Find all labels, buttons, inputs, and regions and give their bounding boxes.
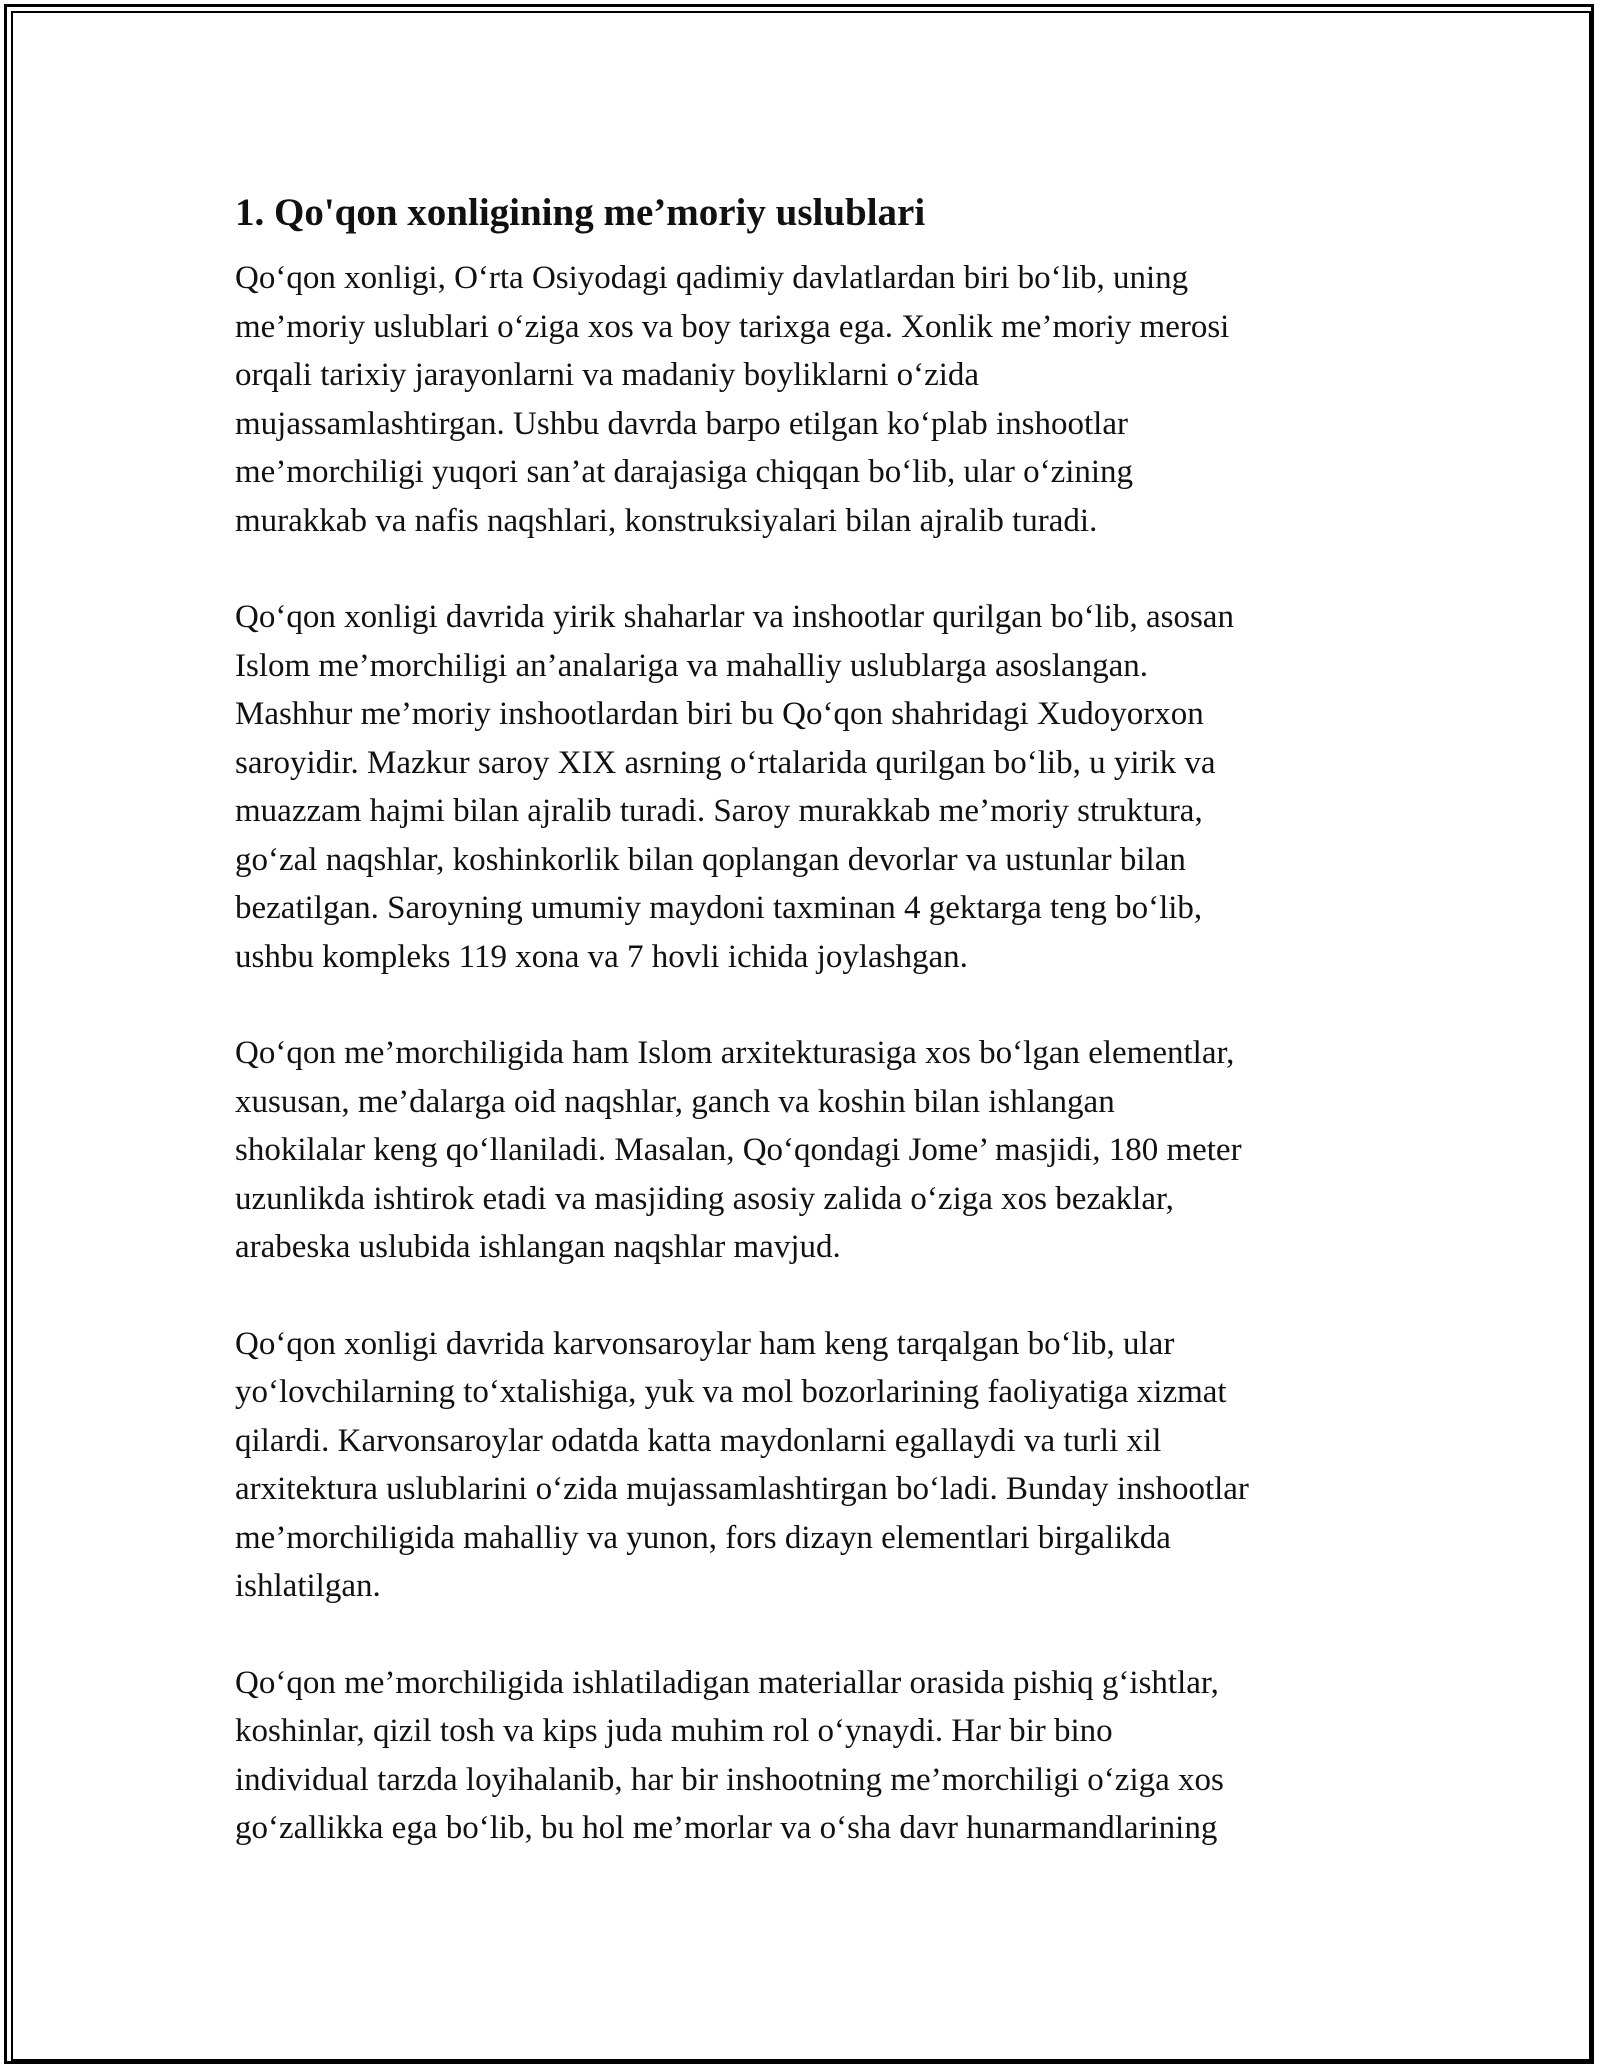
paragraph-line: Qo‘qon xonligi davrida yirik shaharlar va inshootlar qurilgan bo‘lib, asosan	[235, 599, 1234, 635]
paragraph	[235, 1320, 1375, 1611]
paragraph-line: arxitektura uslublarini o‘zida mujassamlashtirgan bo‘ladi. Bunday inshootlar	[235, 1471, 1249, 1507]
paragraph-line: Qo‘qon me’morchiligida ishlatiladigan materiallar orasida pishiq g‘ishtlar,	[235, 1664, 1219, 1701]
paragraph-line: Qo‘qon xonligi davrida karvonsaroylar ham keng tarqalgan bo‘lib, ular	[235, 1325, 1175, 1362]
paragraph-line: qilardi. Karvonsaroylar odatda katta maydonlarni egallaydi va turli xil	[235, 1422, 1162, 1459]
paragraph-line: me’moriy uslublari o‘ziga xos va boy tarixga ega. Xonlik me’moriy merosi	[235, 308, 1230, 345]
paragraph-line: xususan, me’dalarga oid naqshlar, ganch va koshin bilan ishlangan	[235, 1083, 1115, 1120]
paragraph-line: Qo‘qon me’morchiligida ham Islom arxitekturasiga xos bo‘lgan elementlar,	[235, 1035, 1235, 1071]
paragraph-line: murakkab va nafis naqshlari, konstruksiyalari bilan ajralib turadi.	[235, 502, 1098, 539]
paragraph-line: yo‘lovchilarning to‘xtalishiga, yuk va mol bozorlarining faoliyatiga xizmat	[235, 1374, 1227, 1410]
paragraph-line: muazzam hajmi bilan ajralib turadi. Saroy murakkab me’moriy struktura,	[235, 793, 1203, 829]
paragraph-line: me’morchiligi yuqori san’at darajasiga chiqqan bo‘lib, ular o‘zining	[235, 454, 1134, 490]
paragraph-line: shokilalar keng qo‘llaniladi. Masalan, Qo‘qondagi Jome’ masjidi, 180 meter	[235, 1132, 1242, 1168]
section-heading: 1. Qo'qon xonligining me’moriy uslublari	[235, 191, 926, 234]
paragraph-line: Islom me’morchiligi an’analariga va mahalliy uslublarga asoslangan.	[235, 647, 1149, 684]
paragraph-line: go‘zallikka ega bo‘lib, bu hol me’morlar va o‘sha davr hunarmandlarining	[235, 1810, 1218, 1846]
paragraph-line: arabeska uslubida ishlangan naqshlar mavjud.	[235, 1229, 841, 1265]
paragraph	[235, 593, 1375, 981]
paragraph-line: uzunlikda ishtirok etadi va masjiding asosiy zalida o‘ziga xos bezaklar,	[235, 1180, 1174, 1217]
paragraph	[235, 1659, 1375, 1853]
paragraph-line: Qo‘qon xonligi, O‘rta Osiyodagi qadimiy davlatlardan biri bo‘lib, uning	[235, 260, 1189, 296]
paragraph	[235, 254, 1375, 545]
paragraph-line: go‘zal naqshlar, koshinkorlik bilan qoplangan devorlar va ustunlar bilan	[235, 841, 1186, 878]
paragraph-line: individual tarzda loyihalanib, har bir inshootning me’morchiligi o‘ziga xos	[235, 1761, 1224, 1798]
paragraph-line: saroyidir. Mazkur saroy XIX asrning o‘rtalarida qurilgan bo‘lib, u yirik va	[235, 744, 1216, 781]
document-body	[235, 186, 1375, 1901]
paragraph-line: orqali tarixiy jarayonlarni va madaniy boyliklarni o‘zida	[235, 357, 980, 393]
paragraph-line: bezatilgan. Saroyning umumiy maydoni taxminan 4 gektarga teng bo‘lib,	[235, 890, 1203, 926]
paragraph-line: Mashhur me’moriy inshootlardan biri bu Qo‘qon shahridagi Xudoyorxon	[235, 696, 1204, 732]
paragraph-line: koshinlar, qizil tosh va kips juda muhim rol o‘ynaydi. Har bir bino	[235, 1713, 1113, 1749]
paragraph-line: ishlatilgan.	[235, 1568, 381, 1604]
paragraph-line: mujassamlashtirgan. Ushbu davrda barpo etilgan ko‘plab inshootlar	[235, 405, 1128, 442]
paragraph-line: ushbu kompleks 119 xona va 7 hovli ichida joylashgan.	[235, 938, 968, 975]
paragraph-list	[235, 254, 1375, 1853]
paragraph	[235, 1029, 1375, 1272]
paragraph-line: me’morchiligida mahalliy va yunon, fors dizayn elementlari birgalikda	[235, 1519, 1171, 1556]
